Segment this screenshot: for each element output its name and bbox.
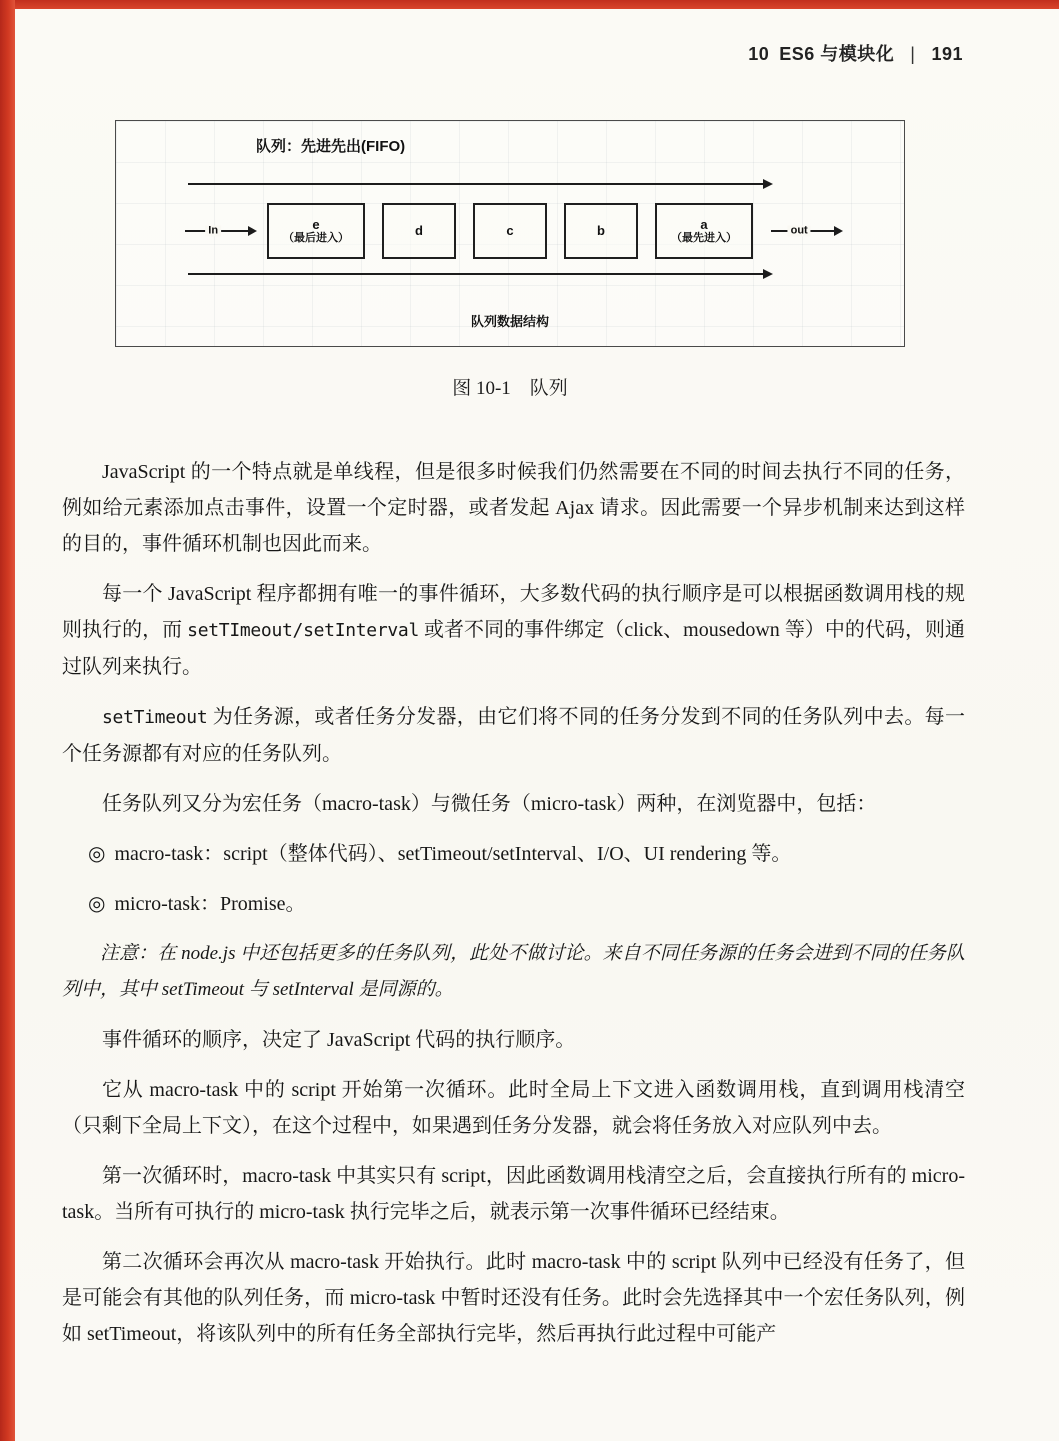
queue-top-arrow [188, 183, 764, 185]
bullet-marker-icon: ◎ [88, 893, 106, 915]
queue-box-sublabel: （最先进入） [671, 232, 737, 245]
queue-box-label: e [312, 216, 320, 232]
body-text [62, 440, 965, 1352]
in-label: In [205, 226, 221, 237]
paragraph [62, 1072, 965, 1144]
paragraph [62, 1158, 965, 1230]
header-separator: | [910, 44, 916, 64]
queue-box-label: c [506, 223, 514, 239]
diagram-bottom-label: 队列数据结构 [470, 314, 549, 329]
queue-box [564, 203, 638, 259]
inline-code: setTImeout/setInterval [187, 620, 419, 641]
text-run: micro-task：Promise。 [114, 893, 306, 915]
chapter-number: 10 [748, 44, 770, 64]
scan-edge-left [0, 0, 15, 1441]
inline-code: setTimeout [102, 707, 208, 728]
text-run: 或者不同的事件绑定（click、mousedown 等）中的代码，则通过队列来执行。 [62, 619, 966, 678]
chapter-title: ES6 与模块化 [779, 44, 895, 64]
page-number: 191 [931, 44, 963, 64]
paragraph [62, 576, 965, 685]
paragraph [62, 454, 965, 562]
diagram-title: 队列：先进先出(FIFO) [256, 138, 406, 155]
text-run: JavaScript 的一个特点就是单线程，但是很多时候我们仍然需要在不同的时间去执行不同的任务，例如给元素添加点击事件，设置一个定时器，或者发起 Ajax 请求。因此需要一个异步机制来达到这样的目的，事件循环机制也因此而来。 [62, 461, 965, 555]
queue-box-label: d [415, 223, 423, 239]
text-run: 为任务源，或者任务分发器，由它们将不同的任务分发到不同的任务队列中去。每一个任务源都有对应的任务队列。 [62, 706, 965, 765]
queue-box-label: b [597, 223, 605, 239]
queue-bottom-arrow [188, 273, 764, 275]
paragraph [62, 699, 965, 772]
out-label: out [788, 226, 811, 237]
figure-queue [115, 120, 905, 400]
queue-box-label: a [700, 216, 708, 232]
figure-caption: 图 10-1 队列 [452, 378, 568, 399]
text-run: 任务队列又分为宏任务（macro-task）与微任务（micro-task）两种，在浏览器中，包括： [102, 793, 877, 815]
text-run: 第二次循环会再次从 macro-task 开始执行。此时 macro-task 中的 script 队列中已经没有任务了，但是可能会有其他的队列任务，而 micro-task 中暂时还没有任务。此时会先选择其中一个宏任务队列，例如 setTimeout，将该队列中的所有任务全部执行完毕，然后再执行此过程中可能产 [62, 1251, 965, 1345]
text-run: 第一次循环时，macro-task 中其实只有 script，因此函数调用栈清空之后，会直接执行所有的 micro-task。当所有可执行的 micro-task 执行完毕之后，就表示第一次事件循环已经结束。 [62, 1165, 965, 1223]
text-run: 每一个 JavaScript 程序都拥有唯一的事件循环，大多数代码的执行顺序是可以根据函数调用栈的规则执行的，而 [62, 583, 965, 641]
text-run: 注意：在 node.js 中还包括更多的任务队列，此处不做讨论。来自不同任务源的任务会进到不同的任务队列中，其中 setTimeout 与 setInterval 是同源的。 [62, 943, 965, 1000]
paragraph [62, 1244, 965, 1352]
note-paragraph [62, 936, 965, 1008]
scan-edge-top [0, 0, 1059, 9]
queue-box [267, 203, 365, 259]
queue-out-arrow [771, 223, 835, 239]
text-run: 事件循环的顺序，决定了 JavaScript 代码的执行顺序。 [102, 1029, 576, 1051]
queue-box [473, 203, 547, 259]
bullet-item [62, 836, 965, 872]
page-header [748, 40, 963, 66]
bullet-item [62, 886, 965, 922]
paragraph [62, 1022, 965, 1058]
paragraph [62, 786, 965, 822]
queue-box [382, 203, 456, 259]
queue-boxes [267, 203, 753, 259]
text-run: 它从 macro-task 中的 script 开始第一次循环。此时全局上下文进入函数调用栈，直到调用栈清空（只剩下全局上下文），在这个过程中，如果遇到任务分发器，就会将任务放入对应队列中去。 [62, 1079, 965, 1137]
bullet-marker-icon: ◎ [88, 843, 106, 865]
queue-box-sublabel: （最后进入） [283, 232, 349, 245]
queue-box [655, 203, 753, 259]
queue-row [178, 203, 842, 259]
queue-in-arrow [185, 223, 249, 239]
text-run: macro-task：script（整体代码）、setTimeout/setInterval、I/O、UI rendering 等。 [114, 843, 792, 865]
queue-diagram [115, 120, 905, 347]
